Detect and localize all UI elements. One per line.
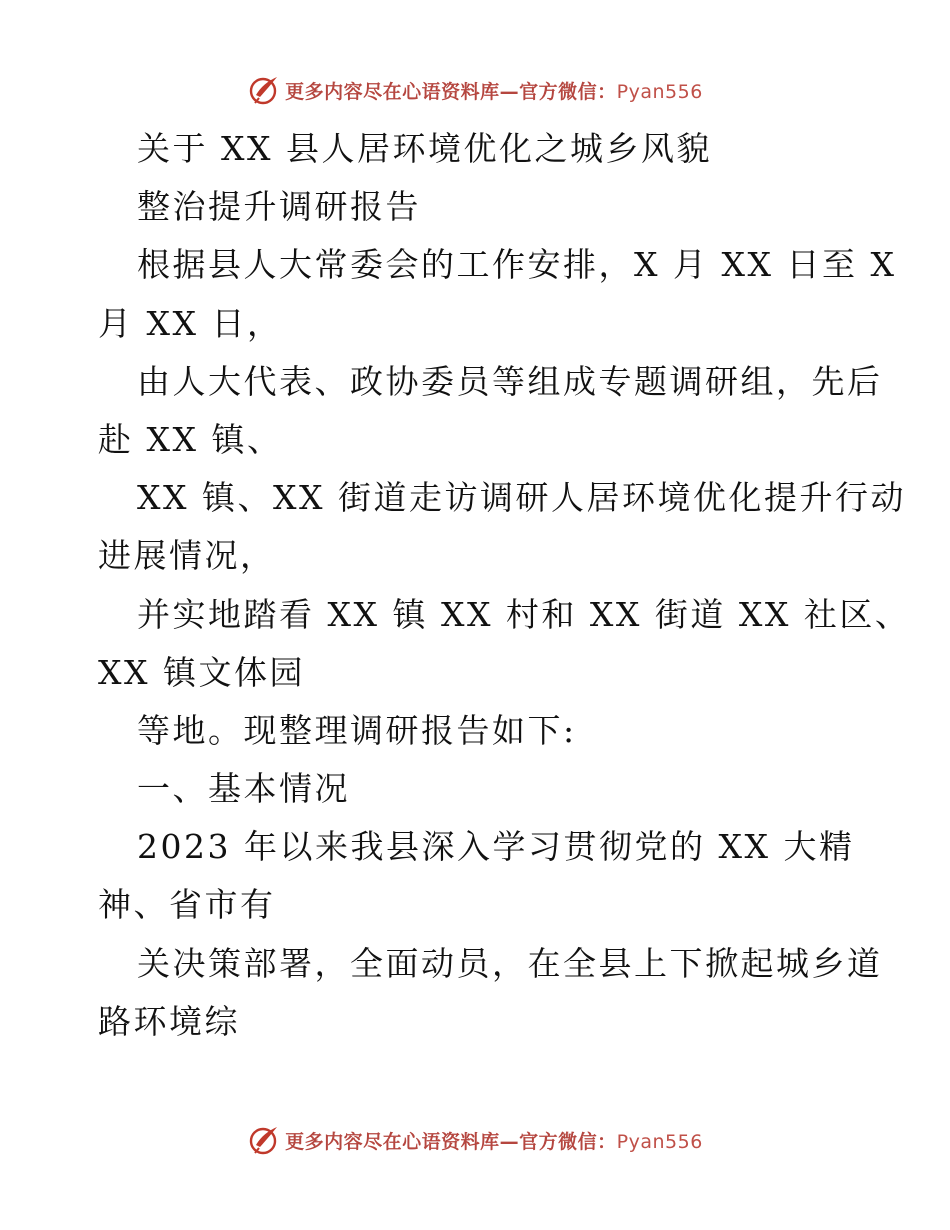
watermark-text: 更多内容尽在心语资料库—官方微信：Pyan556: [285, 80, 703, 103]
text-line: XX 镇、XX 街道走访调研人居环境优化提升行动: [137, 478, 906, 518]
document-body: [98, 120, 911, 1051]
text-line: 由人大代表、政协委员等组成专题调研组，先后: [137, 361, 883, 401]
footer-watermark: [0, 1120, 950, 1160]
text-line: 赴 XX 镇、: [98, 419, 283, 459]
text-line: 关决策部署，全面动员，在全县上下掀起城乡道: [137, 943, 883, 983]
header-watermark: [0, 70, 950, 110]
text-line: 关于 XX 县人居环境优化之城乡风貌: [137, 129, 712, 168]
text-line: 路环境综: [98, 1001, 240, 1041]
text-line: 整治提升调研报告: [137, 187, 421, 227]
text-line: 神、省市有: [98, 885, 276, 925]
text-line: 根据县人大常委会的工作安排，X 月 XX 日至 X: [137, 245, 897, 285]
quill-logo-icon: [247, 73, 281, 107]
watermark-id: Pyan556: [616, 80, 703, 103]
quill-logo-icon: [247, 1123, 281, 1157]
text-line: 等地。现整理调研报告如下:: [137, 710, 577, 750]
text-line: 并实地踏看 XX 镇 XX 村和 XX 街道 XX 社区、: [137, 594, 911, 634]
watermark-text: 更多内容尽在心语资料库—官方微信：Pyan556: [285, 1130, 703, 1153]
text-line: 进展情况，: [98, 536, 276, 576]
text-line: 月 XX 日，: [98, 303, 283, 343]
text-line: 一、基本情况: [137, 769, 350, 809]
watermark-id: Pyan556: [616, 1130, 703, 1153]
text-line: XX 镇文体园: [98, 652, 305, 692]
text-line: 2023 年以来我县深入学习贯彻党的 XX 大精: [137, 827, 855, 867]
